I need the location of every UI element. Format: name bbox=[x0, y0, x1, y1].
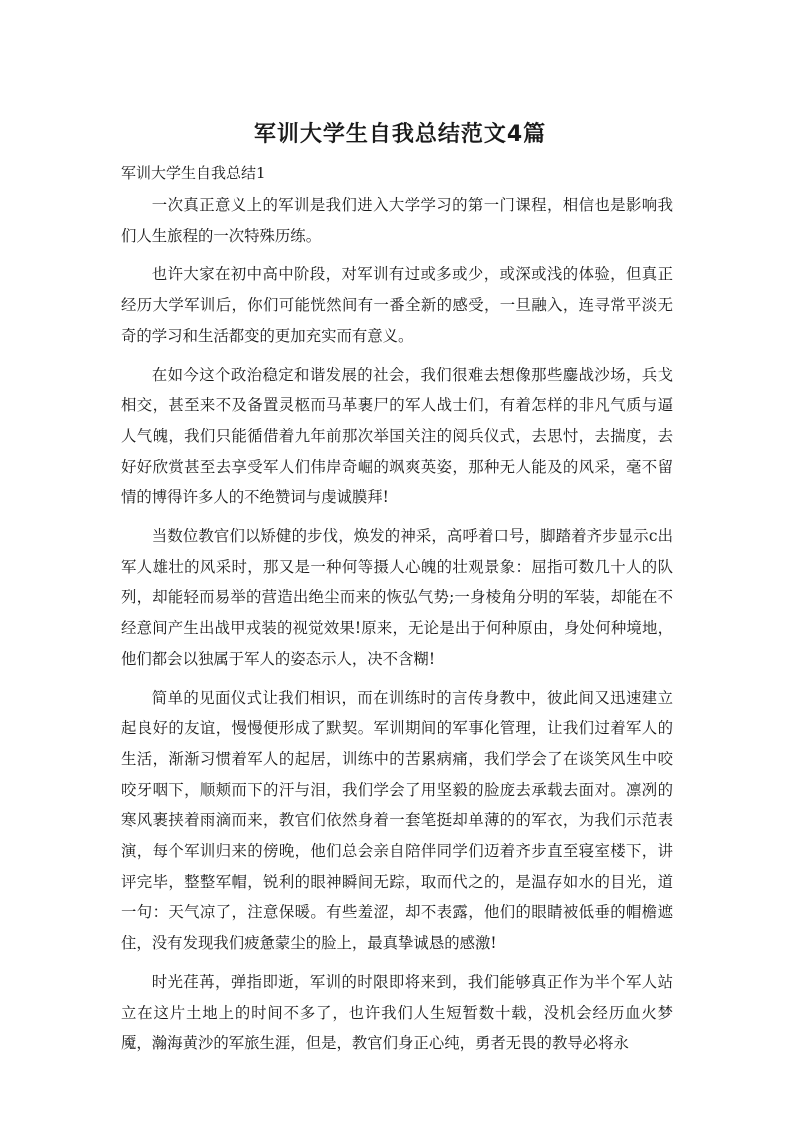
paragraph: 在如今这个政治稳定和谐发展的社会，我们很难去想像那些鏖战沙场，兵戈相交，甚至来不及备置灵柩而马革裹尸的军人战士们，有着怎样的非凡气质与逼人气魄，我们只能循借着九年前那次举国关注的阅兵仪式，去思忖，去揣度，去好好欣赏甚至去享受军人们伟岸奇崛的飒爽英姿，那种无人能及的风采，毫不留情的博得许多人的不绝赞词与虔诚膜拜! bbox=[121, 365, 673, 507]
document-title: 军训大学生自我总结范文4篇 bbox=[253, 122, 547, 147]
paragraph: 简单的见面仪式让我们相识，而在训练时的言传身教中，彼此间又迅速建立起良好的友谊，慢慢便形成了默契。军训期间的军事化管理，让我们过着军人的生活，渐渐习惯着军人的起居，训练中的苦累病痛，我们学会了在谈笑风生中咬咬牙咽下，顺颊而下的汗与泪，我们学会了用坚毅的脸庞去承载去面对。凛冽的寒风裹挟着雨滴而来，教官们依然身着一套笔挺却单薄的的军衣，为我们示范表演，每个军训归来的傍晚，他们总会亲自陪伴同学们迈着齐步直至寝室楼下，讲评完毕，整整军帽，锐利的眼神瞬间无踪，取而代之的，是温存如水的目光，道一句：天气凉了，注意保暖。有些羞涩，却不表露，他们的眼睛被低垂的帽檐遮住，没有发现我们疲惫蒙尘的脸上，最真挚诚恳的感激! bbox=[121, 688, 673, 953]
section-heading: 军训大学生自我总结1 bbox=[121, 164, 266, 182]
paragraph: 一次真正意义上的军训是我们进入大学学习的第一门课程，相信也是影响我们人生旅程的一次特殊历练。 bbox=[121, 196, 673, 245]
paragraph: 当数位教官们以矫健的步伐，焕发的神采，高呼着口号，脚踏着齐步显示c出军人雄壮的风采时，那又是一种何等摄人心魄的壮观景象：屈指可数几十人的队列，却能轻而易举的营造出绝尘而来的恢弘气势;一身棱角分明的军装，却能在不经意间产生出战甲戎装的视觉效果!原来，无论是出于何种原由，身处何种境地，他们都会以独属于军人的姿态示人，决不含糊! bbox=[121, 527, 673, 668]
document-body bbox=[121, 190, 673, 1067]
paragraph: 时光荏苒，弹指即逝，军训的时限即将来到，我们能够真正作为半个军人站立在这片土地上的时间不多了，也许我们人生短暂数十载，没机会经历血火梦魇，瀚海黄沙的军旅生涯，但是，教官们身正心纯，勇者无畏的教导必将永 bbox=[121, 972, 673, 1053]
paragraph: 也许大家在初中高中阶段，对军训有过或多或少，或深或浅的体验，但真正经历大学军训后，你们可能恍然间有一番全新的感受，一旦融入，连寻常平淡无奇的学习和生活都变的更加充实而有意义。 bbox=[121, 265, 673, 345]
